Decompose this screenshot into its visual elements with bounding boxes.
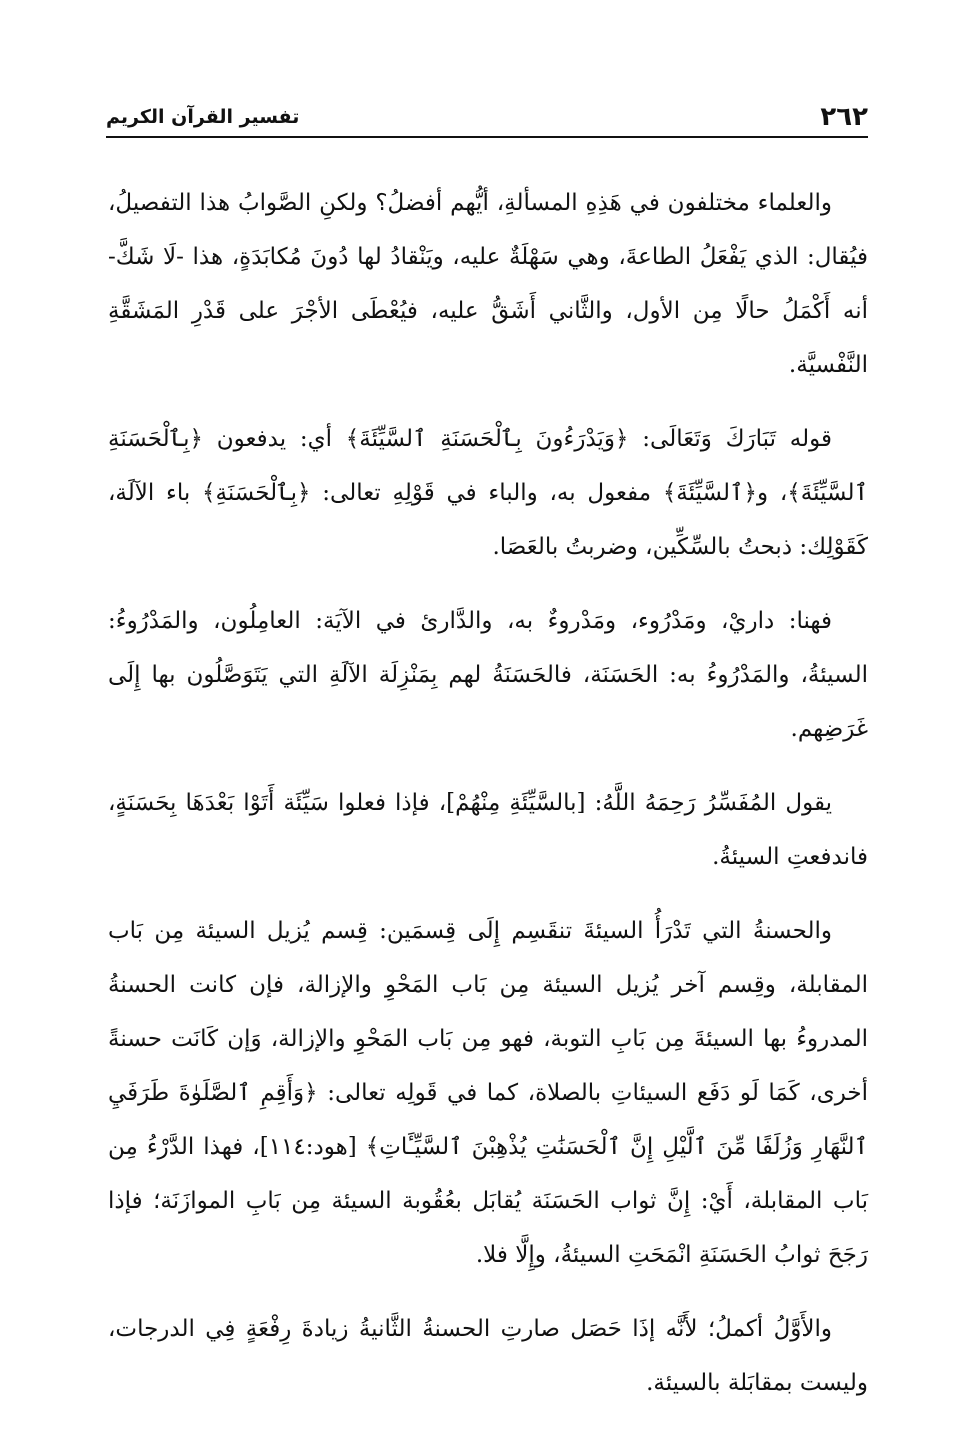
page-number: ٢٦٢ xyxy=(820,102,868,132)
header-divider xyxy=(106,136,868,138)
page-header xyxy=(106,96,868,132)
paragraph: والعلماء مختلفون في هَذِهِ المسألةِ، أيُّهم أفضلُ؟ ولكنِ الصَّوابُ هذا التفصيلُ، فيُقال: الذي يَفْعَلُ الطاعةَ، وهي سَهْلَةٌ عليه، ويَنْقادُ لها دُونَ مُكابَدَةٍ، هذا -لَا شَكَّ- أنه أَكْمَلُ حالًا مِن الأول، والثَّاني أَشَقُّ عليه، فيُعْطَى الأجْرَ على قَدْرِ المَشَقَّةِ النَّفْسيَّة. xyxy=(108,190,869,378)
paragraph: والحسنةُ التي تَدْرَأُ السيئةَ تنقَسِم إِلَى قِسمَين: قِسم يُزيل السيئة مِن بَاب المقابلة، وقِسم آخر يُزيل السيئة مِن بَاب المَحْوِ والإزالة، فإن كانت الحسنةُ المدروءُ بها السيئةَ مِن بَابِ التوبة، فهو مِن بَاب المَحْوِ والإزالة، وَإن كَانَت حسنةً أخرى، كَمَا لَو دَفَع السيئاتِ بالصلاة، كما في قَولِه تعالى: ﴿وَأَقِمِ ٱلصَّلَوٰةَ طَرَفَيِ ٱلنَّهَارِ وَزُلَفًا مِّنَ ٱلَّيْلِ إِنَّ ٱلْحَسَنَٰتِ يُذْهِبْنَ ٱلسَّيِّـَٔاتِ﴾ [هود:١١٤]، فهذا الدَّرْءُ مِن بَاب المقابلة، أَيْ: إِنَّ ثواب الحَسَنَة يُقابَل بعُقُوبة السيئة مِن بَابِ الموازَنَة؛ فإذا رَجَحَ ثوابُ الحَسَنَةِ انْمَحَتِ السيئةُ، وإِلَّا فلا. xyxy=(108,918,868,1268)
paragraph: يقول المُفَسِّرُ رَحِمَهُ اللَّهُ: [بالسَّيِّئَةِ مِنْهُمْ]، فإذا فعلوا سَيِّئَة أَتَوْا بَعْدَهَا بِحَسَنَةٍ، فاندفعتِ السيئةُ. xyxy=(108,790,868,870)
paragraph: والأَوَّلُ أكملُ؛ لأَنَّه إذَا حَصَل صارتِ الحسنةُ الثَّانيةُ زيادةَ رِفْعَةٍ فِي الدرجات، وليست بمقابَلة بالسيئة. xyxy=(108,1316,868,1396)
book-title: تفسير القرآن الكريم xyxy=(106,106,300,128)
paragraph: فهنا: داريْ، ومَدْرُوء، ومَدْروءٌ به، والدَّارئ في الآيَة: العامِلُون، والمَدْرُوءُ: السيئةُ، والمَدْرُوءُ به: الحَسَنَة، فالحَسَنَةُ لهم بِمَنْزِلَة الآلَةِ التي يَتَوَصَّلُون بها إِلَى غَرَضِهم. xyxy=(108,608,868,742)
paragraph: قوله تَبَارَكَ وَتَعَالَى: ﴿وَيَدْرَءُونَ بِٱلْحَسَنَةِ ٱلسَّيِّئَةَ﴾ أي: يدفعون ﴿بِٱلْحَسَنَةِ ٱلسَّيِّئَةَ﴾، و﴿ٱلسَّيِّئَةَ﴾ مفعول به، والباء في قَوْلِهِ تعالى: ﴿بِٱلْحَسَنَةِ﴾ باء الآلَة، كَقَوْلِك: ذبحتُ بالسِّكِّين، وضربتُ بالعَصَا. xyxy=(108,426,868,560)
body-text xyxy=(108,176,868,1430)
